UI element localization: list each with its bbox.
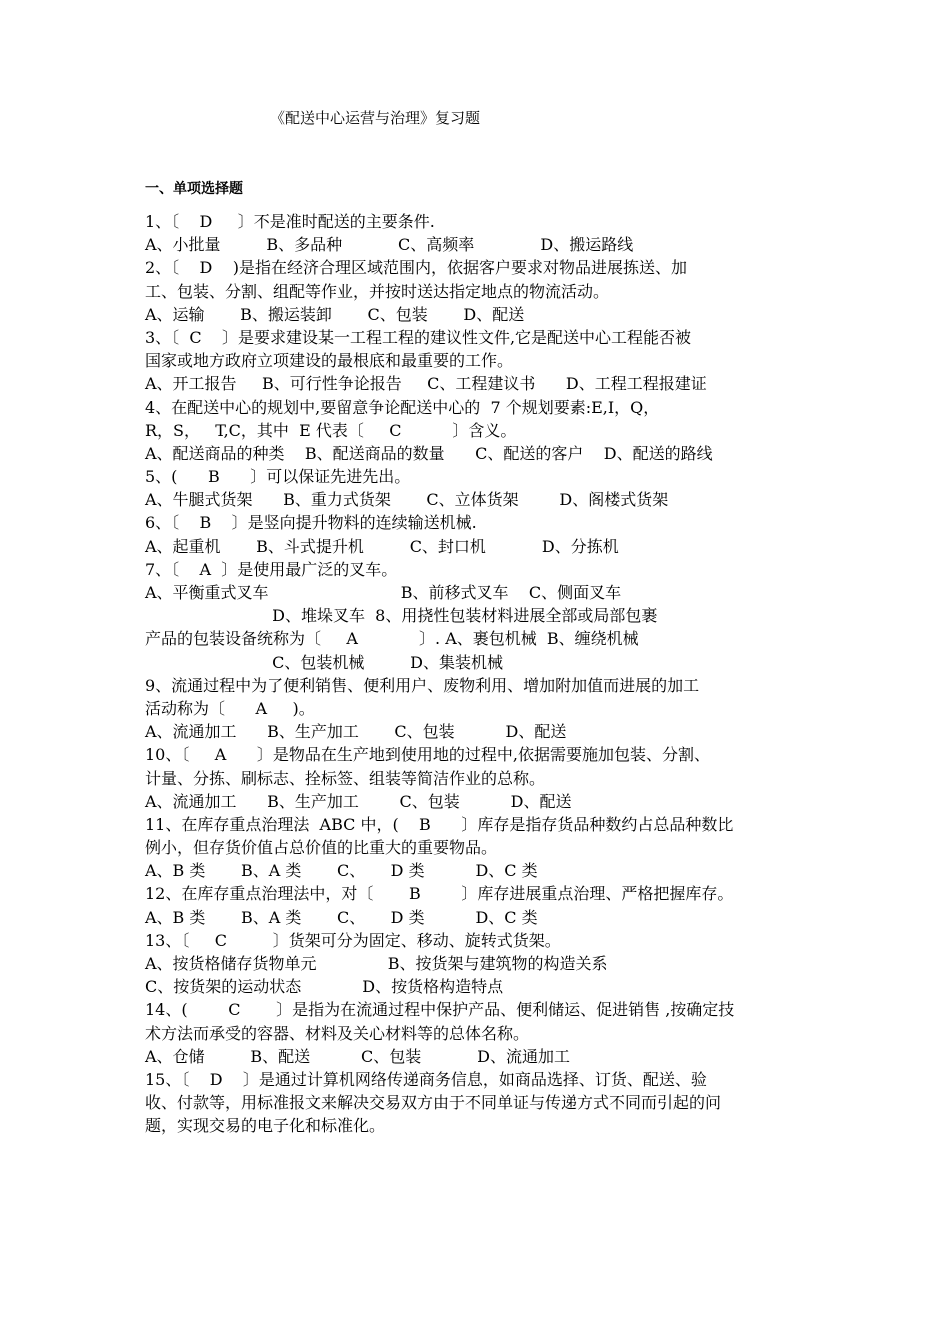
text-line: 术方法而承受的容器、材料及关心材料等的总体名称。	[145, 1023, 530, 1043]
text-line: 10、〔 A 〕是物品在生产地到使用地的过程中,依据需要施加包装、分割、	[145, 745, 710, 765]
text-line: A、小批量 B、多品种 C、高频率 D、搬运路线	[145, 235, 634, 255]
text-line: 国家或地方政府立项建设的最根底和最重要的工作。	[145, 351, 514, 371]
text-line: 11、在库存重点治理法 ABC 中，( B 〕库存是指存货品种数约占总品种数比	[145, 814, 734, 834]
text-line: D、堆垛叉车 8、用挠性包装材料进展全部或局部包裹	[145, 606, 658, 626]
text-line: 2、〔 D )是指在经济合理区域范围内，依据客户要求对物品进展拣送、加	[145, 258, 687, 278]
text-line: A、配送商品的种类 B、配送商品的数量 C、配送的客户 D、配送的路线	[145, 443, 713, 463]
text-line: C、包装机械 D、集装机械	[145, 652, 503, 672]
text-line: A、开工报告 B、可行性争论报告 C、工程建议书 D、工程工程报建证	[145, 374, 707, 394]
text-line: 计量、分拣、刷标志、拴标签、组装等简洁作业的总称。	[145, 768, 546, 788]
text-line: 工、包装、分割、组配等作业，并按时送达指定地点的物流活动。	[145, 281, 610, 301]
text-line: 14、( C 〕是指为在流通过程中保护产品、便利储运、促进销售 ,按确定技	[145, 1000, 735, 1020]
text-line: A、流通加工 B、生产加工 C、包装 D、配送	[145, 791, 572, 811]
text-line: A、仓储 B、配送 C、包装 D、流通加工	[145, 1046, 570, 1066]
text-line: 题，实现交易的电子化和标准化。	[145, 1116, 386, 1136]
text-line: A、流通加工 B、生产加工 C、包装 D、配送	[145, 722, 567, 742]
text-line: A、起重机 B、斗式提升机 C、封口机 D、分拣机	[145, 536, 619, 556]
text-line: 9、流通过程中为了便利销售、便利用户、废物利用、增加附加值而进展的加工	[145, 675, 700, 695]
section-heading: 一、单项选择题	[145, 181, 243, 197]
text-line: R，S， T,C，其中 E 代表〔 C 〕含义。	[145, 420, 517, 440]
text-line: 15、〔 D 〕是通过计算机网络传递商务信息，如商品选择、订货、配送、验	[145, 1069, 707, 1089]
text-line: 3、〔 C 〕是要求建设某一工程工程的建议性文件,它是配送中心工程能否被	[145, 327, 692, 347]
document-title: 《配送中心运营与治理》复习题	[270, 109, 481, 127]
text-line: 4、在配送中心的规划中,要留意争论配送中心的 7 个规划要素:E,I，Q，	[145, 397, 660, 417]
text-line: 5、( B 〕可以保证先进先出。	[145, 467, 411, 487]
text-line: A、牛腿式货架 B、重力式货架 C、立体货架 D、阁楼式货架	[145, 490, 669, 510]
text-line: A、运输 B、搬运装卸 C、包装 D、配送	[145, 304, 525, 324]
text-line: A、B 类 B、A 类 C、 D 类 D、C 类	[145, 861, 538, 881]
question-list	[145, 210, 815, 1138]
text-line: A、按货格储存货物单元 B、按货架与建筑物的构造关系	[145, 954, 608, 973]
text-line: 活动称为〔 A )。	[145, 698, 315, 718]
text-line: A、B 类 B、A 类 C、 D 类 D、C 类	[145, 907, 538, 927]
text-line: 收、付款等，用标准报文来解决交易双方由于不同单证与传递方式不同而引起的问	[145, 1093, 722, 1113]
text-line: A、平衡重式叉车 B、前移式叉车 C、侧面叉车	[145, 583, 622, 602]
text-line: C、按货架的运动状态 D、按货格构造特点	[145, 977, 504, 997]
text-line: 12、在库存重点治理法中，对〔 B 〕库存进展重点治理、严格把握库存。	[145, 884, 734, 904]
text-line: 产品的包装设备统称为〔 A 〕. A、裹包机械 B、缠绕机械	[145, 629, 639, 649]
text-line: 1、〔 D 〕不是准时配送的主要条件.	[145, 212, 435, 231]
text-line: 6、〔 B 〕是竖向提升物料的连续输送机械.	[145, 513, 477, 533]
text-line: 例小，但存货价值占总价值的比重大的重要物品。	[145, 838, 498, 858]
text-line: 13、〔 C 〕货架可分为固定、移动、旋转式货架。	[145, 930, 561, 950]
text-line: 7、〔 A 〕是使用最广泛的叉车。	[145, 559, 398, 579]
